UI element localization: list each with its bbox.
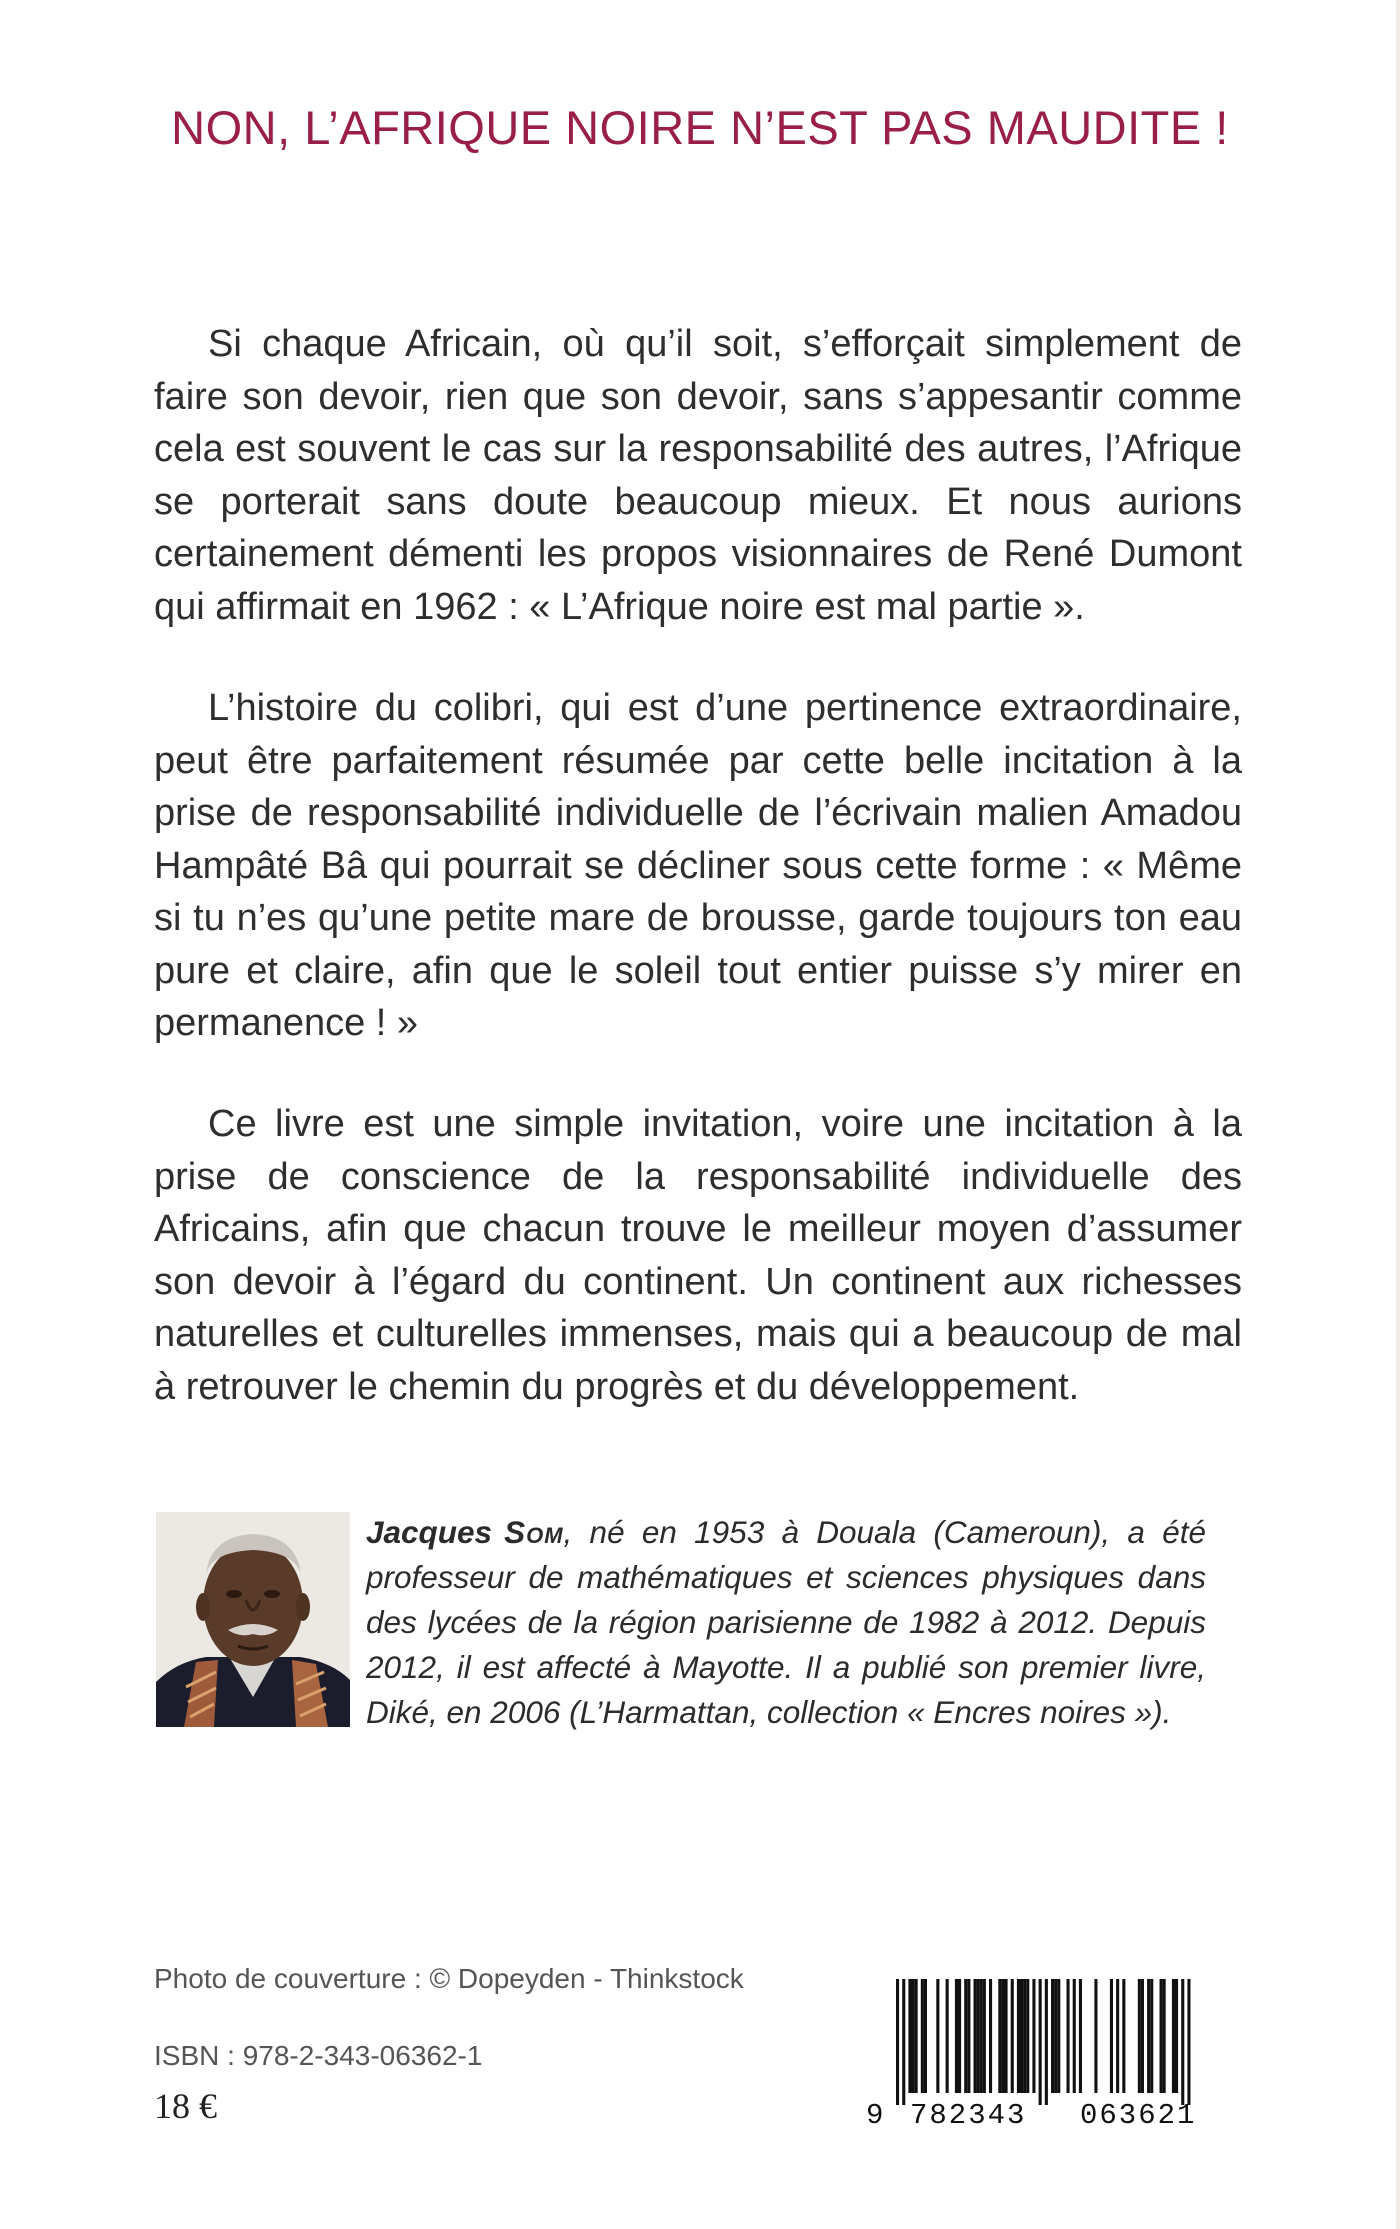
author-bio bbox=[366, 1510, 1206, 1735]
barcode-bar bbox=[955, 1979, 958, 2093]
barcode-bar bbox=[896, 1979, 899, 2105]
blurb-paragraph-2: L’histoire du colibri, qui est d’une pertinence extraordinaire, peut être parfaitement résumée par cette belle incitation à la prise de responsabilité individuelle de l’écrivain malien Amadou Hampâté Bâ qui pourrait se décliner sous cette forme : « Même si tu n’es qu’une petite mare de brousse, garde toujours ton eau pure et claire, afin que le soleil tout entier puisse s’y mirer en permanence ! » bbox=[154, 687, 1242, 1044]
barcode-bar bbox=[1057, 1979, 1060, 2093]
barcode-bar bbox=[967, 1979, 970, 2093]
barcode-bar bbox=[936, 1979, 939, 2093]
barcode-bar bbox=[1147, 1979, 1150, 2093]
barcode-bar bbox=[1141, 1979, 1144, 2093]
author-photo bbox=[156, 1512, 350, 1727]
barcode-bar bbox=[908, 1979, 911, 2093]
barcode-bar bbox=[912, 1979, 915, 2093]
barcode-bar bbox=[1122, 1979, 1125, 2093]
barcode-bar bbox=[1110, 1979, 1113, 2093]
barcode-bar bbox=[1017, 1979, 1020, 2093]
barcode-digits bbox=[866, 2099, 1244, 2139]
barcode-bar bbox=[1067, 1979, 1070, 2093]
barcode-bar bbox=[1051, 1979, 1054, 2093]
barcode-bar bbox=[980, 1979, 983, 2093]
barcode-bar bbox=[1094, 1979, 1097, 2093]
barcode bbox=[866, 1975, 1244, 2143]
barcode-bar bbox=[1011, 1979, 1014, 2093]
barcode-right-group: 063621 bbox=[1080, 2099, 1197, 2132]
isbn: ISBN : 978-2-343-06362-1 bbox=[154, 2040, 483, 2071]
barcode-bar bbox=[964, 1979, 967, 2093]
barcode-left-group: 782343 bbox=[910, 2099, 1027, 2132]
barcode-bar bbox=[974, 1979, 977, 2093]
photo-credit: Photo de couverture : © Dopeyden - Thinkstock bbox=[154, 1963, 744, 1994]
blurb-paragraph-3: Ce livre est une simple invitation, voire une incitation à la prise de conscience de la responsabilité individuelle des Africains, afin que chacun trouve le meilleur moyen d’assumer son devoir à l’égard du continent. Un continent aux richesses naturelles et culturelles immenses, mais qui a beaucoup de mal à retrouver le chemin du progrès et du développement. bbox=[154, 1103, 1242, 1408]
barcode-bar bbox=[1054, 1979, 1057, 2093]
barcode-bar bbox=[1045, 1979, 1048, 2105]
barcode-bar bbox=[915, 1979, 918, 2093]
barcode-bar bbox=[977, 1979, 980, 2093]
barcode-bar bbox=[1032, 1979, 1035, 2093]
barcode-bar bbox=[1150, 1979, 1153, 2093]
barcode-bar bbox=[946, 1979, 949, 2093]
barcode-bar bbox=[1020, 1979, 1023, 2093]
author-bio-text: , né en 1953 à Douala (Cameroun), a été professeur de mathématiques et sciences physiques dans des lycées de la région parisienne de 1982 à 2012. Depuis 2012, il est affecté à Mayotte. Il a publié son premier livre, Diké, en 2006 (L’Harmattan, collection « Encres noires »). bbox=[366, 1514, 1206, 1730]
barcode-bar bbox=[1172, 1979, 1175, 2093]
book-title: NON, L’AFRIQUE NOIRE N’EST PAS MAUDITE ! bbox=[171, 101, 1229, 154]
barcode-bar bbox=[1039, 1979, 1042, 2105]
barcode-bar bbox=[1175, 1979, 1178, 2093]
blurb-paragraph-1: Si chaque Africain, où qu’il soit, s’efforçait simplement de faire son devoir, rien que son devoir, sans s’appesantir comme cela est souvent le cas sur la responsabilité des autres, l’Afrique se porterait sans doute beaucoup mieux. Et nous aurions certainement démenti les propos visionnaires de René Dumont qui affirmait en 1962 : « L’Afrique noire est mal partie ». bbox=[154, 323, 1242, 628]
barcode-bar bbox=[989, 1979, 992, 2093]
barcode-bar bbox=[921, 1979, 924, 2093]
barcode-bar bbox=[1160, 1979, 1163, 2093]
barcode-bar bbox=[1023, 1979, 1026, 2093]
barcode-bar bbox=[983, 1979, 986, 2093]
price: 18 € bbox=[154, 2086, 217, 2126]
author-first-name: Jacques bbox=[366, 1514, 493, 1550]
barcode-bar bbox=[1187, 1979, 1190, 2105]
barcode-bar bbox=[1116, 1979, 1119, 2093]
page-edge bbox=[1396, 0, 1400, 2229]
barcode-bar bbox=[1079, 1979, 1082, 2093]
barcode-bar bbox=[1005, 1979, 1008, 2093]
barcode-bar bbox=[924, 1979, 927, 2093]
barcode-bar bbox=[1138, 1979, 1141, 2093]
barcode-first-digit: 9 bbox=[866, 2099, 886, 2132]
barcode-bar bbox=[958, 1979, 961, 2093]
barcode-bar bbox=[1181, 1979, 1184, 2105]
barcode-bar bbox=[998, 1979, 1001, 2093]
barcode-bar bbox=[1026, 1979, 1029, 2093]
author-last-name: Som bbox=[504, 1514, 564, 1550]
barcode-bar bbox=[1073, 1979, 1076, 2093]
barcode-bar bbox=[902, 1979, 905, 2105]
barcode-bars bbox=[866, 1975, 1244, 2105]
barcode-bar bbox=[1001, 1979, 1004, 2093]
barcode-bar bbox=[1163, 1979, 1166, 2093]
